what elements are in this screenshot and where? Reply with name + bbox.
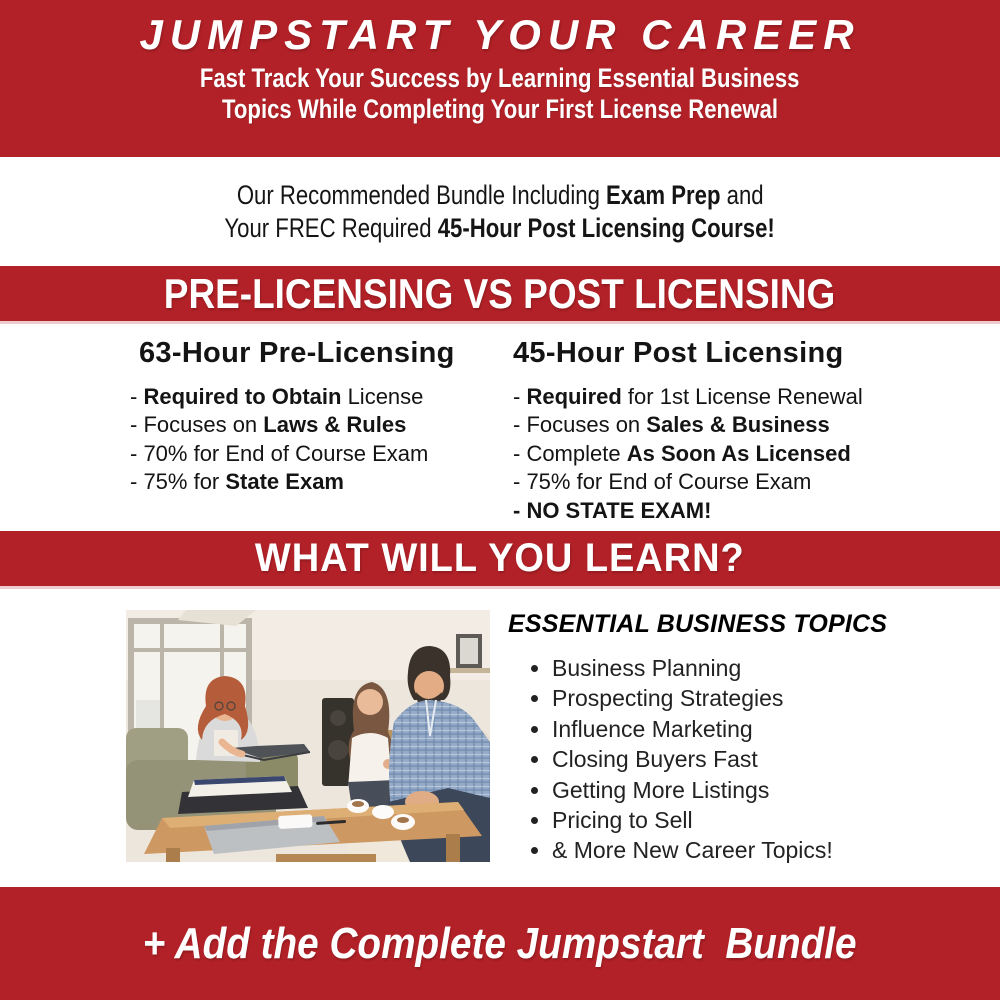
pre-licensing-heading: 63-Hour Pre-Licensing: [139, 337, 455, 369]
topic-item: • Getting More Listings: [552, 775, 978, 805]
pre-licensing-item: - Required to Obtain License: [130, 384, 424, 409]
intro-line2: Your FREC Required 45-Hour Post Licensing Course!: [224, 212, 776, 243]
pre-licensing-item: - Focuses on Laws & Rules: [130, 412, 407, 438]
pre-licensing-column: [130, 337, 500, 531]
hero-subtitle-line2: Topics While Completing Your First License Renewal: [221, 94, 779, 124]
footer-banner: [0, 887, 1000, 1000]
topic-item: • Prospecting Strategies: [552, 683, 978, 713]
pre-licensing-item: - 70% for End of Course Exam: [130, 440, 429, 466]
learn-banner-title: WHAT WILL YOU LEARN?: [255, 536, 745, 580]
intro-line1: Our Recommended Bundle Including Exam Prep and: [236, 179, 764, 210]
post-licensing-column: [513, 337, 943, 531]
topics-list: [508, 653, 978, 866]
topic-item: • Influence Marketing: [552, 714, 978, 744]
post-licensing-item: - Required for 1st License Renewal: [513, 384, 863, 409]
topic-item: • Business Planning: [552, 653, 978, 683]
hero-banner: [0, 0, 1000, 157]
topic-item: • Closing Buyers Fast: [552, 744, 978, 774]
pre-licensing-item: - 75% for State Exam: [130, 469, 344, 495]
post-licensing-item: - Complete As Soon As Licensed: [513, 440, 851, 466]
topic-item: • Pricing to Sell: [552, 805, 978, 835]
post-licensing-item: - Focuses on Sales & Business: [513, 412, 830, 438]
meeting-photo-illustration: [126, 610, 490, 862]
comparison-banner-title: PRE-LICENSING VS POST LICENSING: [164, 269, 836, 317]
intro-section: [0, 157, 1000, 266]
post-licensing-heading: 45-Hour Post Licensing: [513, 337, 844, 369]
hero-title: JUMPSTART YOUR CAREER: [139, 11, 861, 58]
post-licensing-item: - 75% for End of Course Exam: [513, 469, 812, 495]
footer-banner-text: + Add the Complete Jumpstart Bundle: [143, 918, 857, 968]
hero-subtitle: [0, 63, 1000, 125]
meeting-photo: [126, 610, 490, 862]
comparison-section: [0, 321, 1000, 531]
topics-heading: ESSENTIAL BUSINESS TOPICS: [508, 610, 888, 638]
post-licensing-item: - NO STATE EXAM!: [513, 497, 712, 523]
topic-item: • & More New Career Topics!: [552, 835, 978, 865]
topics-panel: [508, 610, 978, 866]
comparison-banner: [0, 266, 1000, 321]
hero-subtitle-line1: Fast Track Your Success by Learning Essential Business: [200, 63, 800, 93]
learn-section: [0, 586, 1000, 887]
learn-banner: [0, 531, 1000, 586]
